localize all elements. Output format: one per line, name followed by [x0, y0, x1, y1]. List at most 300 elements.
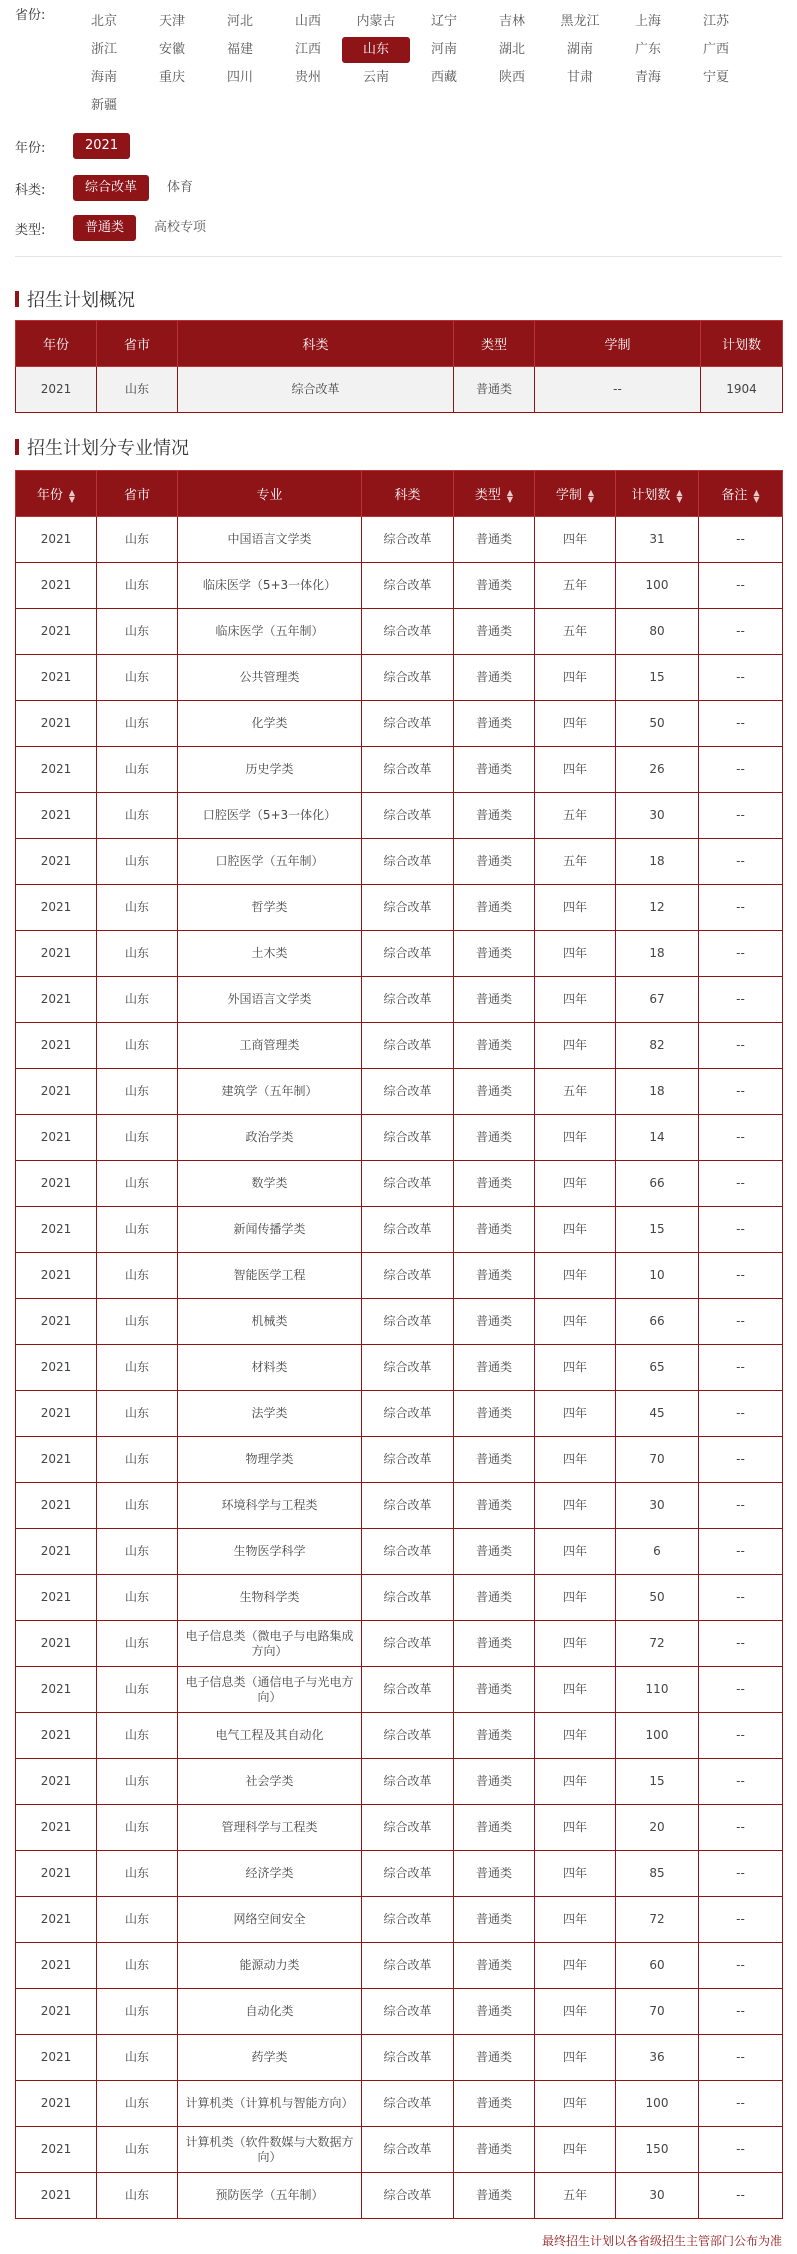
table-cell: 山东: [97, 977, 178, 1023]
table-cell: 普通类: [454, 1529, 535, 1575]
table-cell: --: [699, 931, 783, 977]
table-cell: --: [699, 2173, 783, 2219]
table-cell: 综合改革: [362, 1161, 454, 1207]
province-option[interactable]: 福建: [226, 42, 253, 57]
table-row: [16, 2035, 783, 2081]
table-cell: 2021: [16, 977, 97, 1023]
table-cell: --: [699, 1943, 783, 1989]
detail-header-cell[interactable]: [699, 471, 783, 517]
table-cell: 土木类: [178, 931, 362, 977]
province-option[interactable]: 上海: [634, 14, 661, 29]
table-cell: --: [699, 1621, 783, 1667]
table-cell: 四年: [535, 655, 616, 701]
table-cell: 30: [616, 1483, 699, 1529]
title-bar: [15, 291, 19, 307]
province-option[interactable]: 河南: [430, 42, 457, 57]
table-cell: 100: [616, 563, 699, 609]
table-cell: 物理学类: [178, 1437, 362, 1483]
table-row: [16, 2127, 783, 2173]
table-row: [16, 1621, 783, 1667]
table-row: [16, 2081, 783, 2127]
table-cell: 2021: [16, 655, 97, 701]
table-cell: 普通类: [454, 839, 535, 885]
table-cell: 计算机类（软件数媒与大数据方向）: [178, 2127, 362, 2173]
province-option[interactable]: 广西: [702, 42, 729, 57]
table-cell: 2021: [16, 1759, 97, 1805]
table-cell: 四年: [535, 1897, 616, 1943]
table-row: [16, 1713, 783, 1759]
detail-header-cell[interactable]: [616, 471, 699, 517]
table-cell: 20: [616, 1805, 699, 1851]
table-cell: 2021: [16, 609, 97, 655]
table-cell: 45: [616, 1391, 699, 1437]
province-option[interactable]: 四川: [226, 70, 253, 85]
table-cell: 综合改革: [362, 609, 454, 655]
province-option[interactable]: 江西: [294, 42, 321, 57]
table-cell: 2021: [16, 1299, 97, 1345]
table-cell: 100: [616, 2081, 699, 2127]
table-cell: 综合改革: [362, 1989, 454, 2035]
table-cell: 综合改革: [362, 1621, 454, 1667]
province-option[interactable]: 西藏: [430, 70, 457, 85]
table-row: [16, 1115, 783, 1161]
table-cell: 普通类: [454, 885, 535, 931]
table-cell: 四年: [535, 1529, 616, 1575]
province-option[interactable]: 河北: [226, 14, 253, 29]
overview-cell: 普通类: [454, 367, 535, 413]
table-cell: 普通类: [454, 1483, 535, 1529]
table-cell: --: [699, 563, 783, 609]
province-option[interactable]: 天津: [158, 14, 185, 29]
table-row: [16, 1391, 783, 1437]
table-cell: 四年: [535, 1437, 616, 1483]
year-label: 年份:: [15, 140, 46, 156]
table-cell: 普通类: [454, 1897, 535, 1943]
province-option[interactable]: 湖南: [566, 42, 593, 57]
table-cell: 2021: [16, 1207, 97, 1253]
type-options: [73, 215, 224, 241]
overview-cell: 1904: [701, 367, 783, 413]
table-cell: 2021: [16, 1161, 97, 1207]
table-cell: 26: [616, 747, 699, 793]
table-cell: 普通类: [454, 1667, 535, 1713]
table-cell: 2021: [16, 1023, 97, 1069]
table-cell: 50: [616, 701, 699, 747]
table-cell: 中国语言文学类: [178, 517, 362, 563]
table-row: [16, 747, 783, 793]
table-row: [16, 931, 783, 977]
type-filter: [0, 215, 224, 241]
table-cell: 山东: [97, 2127, 178, 2173]
table-cell: 山东: [97, 1483, 178, 1529]
sort-icon[interactable]: ▲ ▼: [587, 487, 595, 504]
table-cell: 综合改革: [362, 1299, 454, 1345]
table-cell: 综合改革: [362, 1529, 454, 1575]
table-cell: 社会学类: [178, 1759, 362, 1805]
detail-header-cell[interactable]: [454, 471, 535, 517]
table-cell: 山东: [97, 1897, 178, 1943]
table-cell: 药学类: [178, 2035, 362, 2081]
table-cell: 综合改革: [362, 1023, 454, 1069]
table-cell: 四年: [535, 1805, 616, 1851]
table-cell: 72: [616, 1897, 699, 1943]
table-cell: 普通类: [454, 2081, 535, 2127]
table-cell: --: [699, 1345, 783, 1391]
table-cell: 自动化类: [178, 1989, 362, 2035]
table-cell: 150: [616, 2127, 699, 2173]
table-row: [16, 1897, 783, 1943]
table-cell: 2021: [16, 1943, 97, 1989]
table-cell: 综合改革: [362, 885, 454, 931]
table-cell: 70: [616, 1437, 699, 1483]
table-cell: 18: [616, 1069, 699, 1115]
table-cell: 化学类: [178, 701, 362, 747]
table-cell: 2021: [16, 2173, 97, 2219]
table-cell: 四年: [535, 977, 616, 1023]
table-cell: 山东: [97, 1069, 178, 1115]
table-cell: 山东: [97, 1437, 178, 1483]
table-cell: 普通类: [454, 1253, 535, 1299]
table-cell: 山东: [97, 1161, 178, 1207]
table-cell: 山东: [97, 885, 178, 931]
table-cell: 山东: [97, 1851, 178, 1897]
table-cell: 12: [616, 885, 699, 931]
table-cell: 50: [616, 1575, 699, 1621]
table-row: [16, 1483, 783, 1529]
subject-option[interactable]: 综合改革: [73, 175, 149, 201]
table-cell: 五年: [535, 839, 616, 885]
table-cell: --: [699, 1713, 783, 1759]
province-label: 省份:: [15, 8, 46, 23]
table-cell: 山东: [97, 1345, 178, 1391]
table-cell: 66: [616, 1161, 699, 1207]
table-cell: 预防医学（五年制）: [178, 2173, 362, 2219]
table-cell: 山东: [97, 2081, 178, 2127]
table-cell: 综合改革: [362, 1253, 454, 1299]
overview-header-cell: 年份: [16, 321, 97, 367]
table-cell: 四年: [535, 1299, 616, 1345]
header-label: 学制: [555, 488, 582, 503]
province-option[interactable]: 北京: [90, 14, 117, 29]
province-option[interactable]: 海南: [90, 70, 117, 85]
table-cell: 山东: [97, 1299, 178, 1345]
table-cell: --: [699, 1023, 783, 1069]
province-filter: [0, 6, 797, 126]
year-option[interactable]: 2021: [73, 133, 130, 159]
table-cell: 山东: [97, 1713, 178, 1759]
table-cell: --: [699, 1207, 783, 1253]
table-cell: --: [699, 517, 783, 563]
overview-header-cell: 科类: [178, 321, 454, 367]
table-cell: 山东: [97, 1529, 178, 1575]
table-cell: 2021: [16, 1667, 97, 1713]
subject-options: [73, 175, 211, 201]
table-cell: 山东: [97, 1391, 178, 1437]
table-cell: 普通类: [454, 931, 535, 977]
table-cell: 山东: [97, 747, 178, 793]
table-cell: 四年: [535, 1115, 616, 1161]
subject-filter: [0, 175, 211, 201]
table-cell: --: [699, 1483, 783, 1529]
table-cell: 临床医学（5+3一体化）: [178, 563, 362, 609]
table-cell: 综合改革: [362, 2173, 454, 2219]
table-cell: 山东: [97, 701, 178, 747]
table-cell: --: [699, 1805, 783, 1851]
table-cell: 14: [616, 1115, 699, 1161]
table-cell: 综合改革: [362, 1437, 454, 1483]
table-cell: 四年: [535, 1943, 616, 1989]
table-row: [16, 1207, 783, 1253]
table-cell: 综合改革: [362, 747, 454, 793]
table-cell: 2021: [16, 1069, 97, 1115]
table-cell: 电子信息类（微电子与电路集成方向）: [178, 1621, 362, 1667]
province-option[interactable]: 辽宁: [430, 14, 457, 29]
table-cell: 数学类: [178, 1161, 362, 1207]
table-cell: --: [699, 1989, 783, 2035]
table-cell: --: [699, 1299, 783, 1345]
table-row: [16, 1805, 783, 1851]
table-row: [16, 885, 783, 931]
type-option[interactable]: 普通类: [73, 215, 136, 241]
province-option[interactable]: 宁夏: [702, 70, 729, 85]
province-option[interactable]: 陕西: [498, 70, 525, 85]
table-cell: 公共管理类: [178, 655, 362, 701]
title-bar: [15, 439, 19, 455]
table-cell: --: [699, 839, 783, 885]
table-cell: 普通类: [454, 609, 535, 655]
table-cell: 综合改革: [362, 2081, 454, 2127]
table-cell: 综合改革: [362, 563, 454, 609]
table-cell: --: [699, 2081, 783, 2127]
province-option[interactable]: 云南: [362, 70, 389, 85]
table-cell: 110: [616, 1667, 699, 1713]
table-cell: 五年: [535, 2173, 616, 2219]
table-cell: --: [699, 609, 783, 655]
overview-cell: 综合改革: [178, 367, 454, 413]
table-cell: 口腔医学（5+3一体化）: [178, 793, 362, 839]
table-cell: 经济学类: [178, 1851, 362, 1897]
table-cell: 70: [616, 1989, 699, 2035]
table-cell: 普通类: [454, 655, 535, 701]
sort-icon[interactable]: ▲ ▼: [506, 487, 514, 504]
table-cell: 18: [616, 839, 699, 885]
province-option[interactable]: 山西: [294, 14, 321, 29]
table-cell: 山东: [97, 1115, 178, 1161]
table-cell: 普通类: [454, 793, 535, 839]
province-option[interactable]: 黑龙江: [560, 14, 600, 29]
table-cell: 综合改革: [362, 1391, 454, 1437]
table-cell: 四年: [535, 1575, 616, 1621]
table-cell: 四年: [535, 2035, 616, 2081]
table-cell: 综合改革: [362, 1483, 454, 1529]
table-cell: 四年: [535, 1483, 616, 1529]
overview-cell: 山东: [97, 367, 178, 413]
table-cell: 36: [616, 2035, 699, 2081]
header-label: 备注: [721, 488, 748, 503]
detail-table: [15, 470, 783, 2219]
province-option[interactable]: 青海: [634, 70, 661, 85]
table-row: [16, 793, 783, 839]
table-cell: 30: [616, 793, 699, 839]
table-cell: 综合改革: [362, 1575, 454, 1621]
table-cell: 15: [616, 655, 699, 701]
table-cell: 2021: [16, 931, 97, 977]
detail-header-cell: [97, 471, 178, 517]
table-cell: 普通类: [454, 1069, 535, 1115]
province-option[interactable]: 湖北: [498, 42, 525, 57]
table-cell: 2021: [16, 1115, 97, 1161]
detail-header-cell: [178, 471, 362, 517]
table-cell: 建筑学（五年制）: [178, 1069, 362, 1115]
table-cell: 2021: [16, 839, 97, 885]
table-cell: 10: [616, 1253, 699, 1299]
province-option[interactable]: 安徽: [158, 42, 185, 57]
table-cell: 山东: [97, 1667, 178, 1713]
province-list: [70, 9, 770, 121]
table-cell: 综合改革: [362, 517, 454, 563]
table-row: [16, 1023, 783, 1069]
table-cell: 综合改革: [362, 1069, 454, 1115]
sort-icon[interactable]: ▲ ▼: [753, 487, 760, 504]
table-cell: 四年: [535, 1207, 616, 1253]
table-cell: 四年: [535, 1161, 616, 1207]
table-row: [16, 1575, 783, 1621]
table-cell: 67: [616, 977, 699, 1023]
table-cell: --: [699, 1069, 783, 1115]
province-option[interactable]: 广东: [634, 42, 661, 57]
province-option[interactable]: 江苏: [702, 14, 729, 29]
table-cell: 四年: [535, 1989, 616, 2035]
table-cell: --: [699, 1897, 783, 1943]
province-option[interactable]: 贵州: [294, 70, 321, 85]
table-cell: 网络空间安全: [178, 1897, 362, 1943]
table-cell: 普通类: [454, 2035, 535, 2081]
table-cell: 临床医学（五年制）: [178, 609, 362, 655]
table-cell: 综合改革: [362, 839, 454, 885]
table-cell: 2021: [16, 1391, 97, 1437]
table-cell: 山东: [97, 609, 178, 655]
table-cell: 历史学类: [178, 747, 362, 793]
table-cell: 管理科学与工程类: [178, 1805, 362, 1851]
province-option[interactable]: 山东: [342, 37, 410, 63]
overview-header-cell: 学制: [535, 321, 701, 367]
table-cell: 综合改革: [362, 655, 454, 701]
table-cell: --: [699, 655, 783, 701]
province-option[interactable]: 甘肃: [566, 70, 593, 85]
table-row: [16, 1667, 783, 1713]
table-cell: 综合改革: [362, 977, 454, 1023]
table-cell: 山东: [97, 1253, 178, 1299]
table-cell: 五年: [535, 563, 616, 609]
table-cell: 2021: [16, 1621, 97, 1667]
table-cell: 普通类: [454, 1207, 535, 1253]
table-cell: 18: [616, 931, 699, 977]
overview-header-cell: 省市: [97, 321, 178, 367]
table-cell: 生物医学科学: [178, 1529, 362, 1575]
type-label: 类型:: [15, 222, 46, 238]
table-row: [16, 609, 783, 655]
table-cell: --: [699, 1529, 783, 1575]
province-option[interactable]: 内蒙古: [356, 14, 396, 29]
detail-header-cell[interactable]: [16, 471, 97, 517]
table-cell: 山东: [97, 931, 178, 977]
table-row: [16, 1437, 783, 1483]
table-cell: 普通类: [454, 1115, 535, 1161]
table-cell: 普通类: [454, 1759, 535, 1805]
table-cell: 普通类: [454, 1299, 535, 1345]
table-cell: 山东: [97, 1023, 178, 1069]
table-row: [16, 563, 783, 609]
province-option[interactable]: 吉林: [498, 14, 525, 29]
table-cell: 2021: [16, 1575, 97, 1621]
overview-table: [15, 320, 783, 413]
table-row: [16, 1943, 783, 1989]
sort-icon[interactable]: ▲ ▼: [676, 487, 683, 504]
table-cell: 66: [616, 1299, 699, 1345]
type-option[interactable]: 高校专项: [154, 220, 207, 235]
table-cell: 综合改革: [362, 1805, 454, 1851]
table-cell: 法学类: [178, 1391, 362, 1437]
overview-title-text: 招生计划概况: [27, 290, 135, 311]
table-cell: 2021: [16, 517, 97, 563]
table-cell: 综合改革: [362, 1897, 454, 1943]
table-cell: 综合改革: [362, 1207, 454, 1253]
province-option[interactable]: 新疆: [90, 98, 117, 113]
table-cell: 2021: [16, 701, 97, 747]
province-option[interactable]: 浙江: [90, 42, 117, 57]
table-cell: 65: [616, 1345, 699, 1391]
table-cell: 山东: [97, 563, 178, 609]
table-cell: 电气工程及其自动化: [178, 1713, 362, 1759]
table-cell: 15: [616, 1759, 699, 1805]
table-cell: 工商管理类: [178, 1023, 362, 1069]
table-cell: 山东: [97, 1805, 178, 1851]
table-row: [16, 839, 783, 885]
detail-header-cell: [362, 471, 454, 517]
table-cell: --: [699, 1759, 783, 1805]
table-cell: 四年: [535, 1667, 616, 1713]
table-cell: 电子信息类（通信电子与光电方向）: [178, 1667, 362, 1713]
detail-header-cell[interactable]: [535, 471, 616, 517]
table-cell: 环境科学与工程类: [178, 1483, 362, 1529]
table-cell: 普通类: [454, 1943, 535, 1989]
table-row: [16, 1069, 783, 1115]
footer-note: 最终招生计划以各省级招生主管部门公布为准: [541, 2234, 782, 2248]
table-cell: 四年: [535, 1713, 616, 1759]
table-cell: 山东: [97, 1207, 178, 1253]
table-cell: 2021: [16, 1253, 97, 1299]
province-option[interactable]: 重庆: [158, 70, 185, 85]
table-cell: 普通类: [454, 1437, 535, 1483]
sort-icon[interactable]: ▲ ▼: [68, 487, 76, 504]
overview-title: [15, 286, 135, 312]
table-cell: 山东: [97, 1575, 178, 1621]
detail-title: [15, 434, 189, 460]
table-cell: 综合改革: [362, 701, 454, 747]
subject-option[interactable]: 体育: [167, 180, 194, 195]
table-cell: 2021: [16, 563, 97, 609]
detail-title-text: 招生计划分专业情况: [27, 438, 189, 459]
table-cell: 山东: [97, 1759, 178, 1805]
table-cell: 山东: [97, 1943, 178, 1989]
table-cell: 四年: [535, 1391, 616, 1437]
table-cell: 山东: [97, 1989, 178, 2035]
table-row: [16, 1989, 783, 2035]
table-row: [16, 655, 783, 701]
table-cell: 2021: [16, 885, 97, 931]
table-cell: 五年: [535, 1069, 616, 1115]
table-cell: 计算机类（计算机与智能方向）: [178, 2081, 362, 2127]
